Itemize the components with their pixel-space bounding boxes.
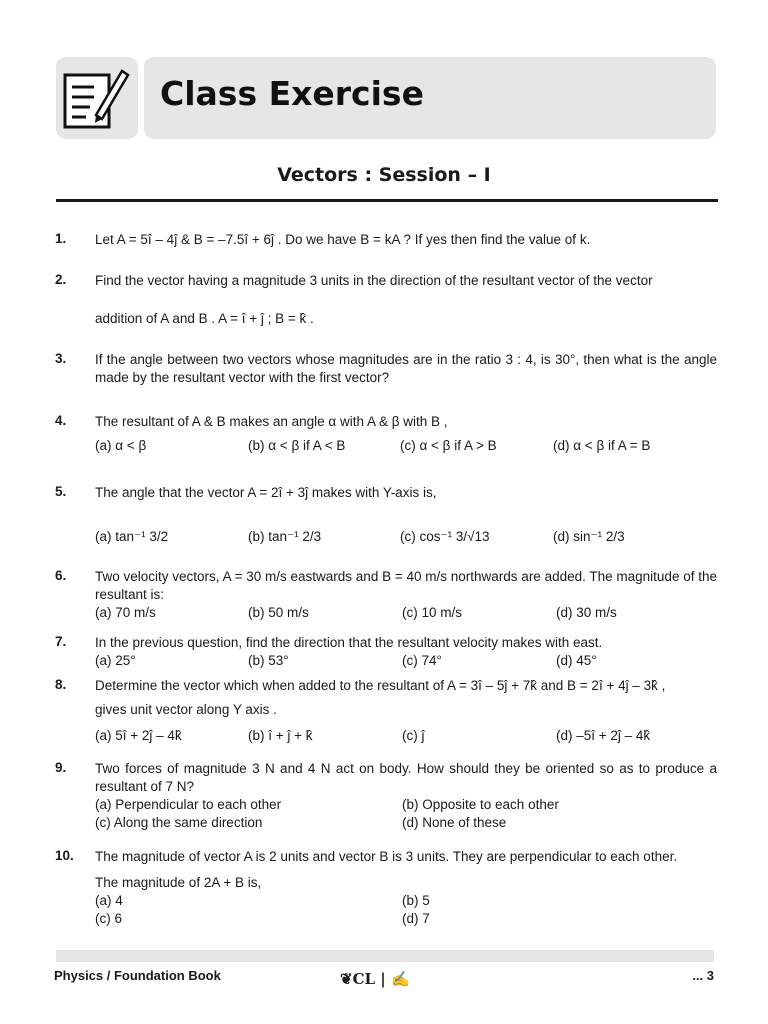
question-number: 8. [55,677,67,692]
question-4 [55,413,717,455]
option-c: (c) 6 [95,911,122,926]
option-b: (b) 53° [248,653,289,668]
question-text: The magnitude of vector A is 2 units and vector B is 3 units. They are perpendicular to each other. [95,849,678,864]
option-c: (c) ĵ [402,728,425,743]
question-number: 2. [55,272,67,287]
question-text: Determine the vector which when added to the resultant of A = 3î – 5ĵ + 7k̂ and B = 2î + 4ĵ – 3k̂ , [95,678,666,693]
option-a: (a) Perpendicular to each other [95,797,282,812]
question-7 [55,634,717,670]
question-5 [55,484,717,546]
header-icon-box [56,57,138,139]
question-3 [55,351,717,387]
option-d: (d) α < β if A = B [553,438,651,453]
question-number: 9. [55,760,67,775]
question-text-continued: gives unit vector along Y axis . [95,702,277,717]
question-number: 3. [55,351,67,366]
option-a: (a) 70 m/s [95,605,156,620]
option-c: (c) 10 m/s [402,605,463,620]
option-a: (a) tan⁻¹ 3/2 [95,529,169,544]
question-text: Find the vector having a magnitude 3 units in the direction of the resultant vector of the vector [95,273,653,288]
question-text-continued: The magnitude of 2A + B is, [95,875,262,890]
option-c: (c) cos⁻¹ 3/√13 [400,529,490,544]
option-d: (d) 30 m/s [556,605,617,620]
option-b: (b) α < β if A < B [248,438,346,453]
question-number: 10. [55,848,74,863]
option-b: (b) tan⁻¹ 2/3 [248,529,322,544]
logo-swirl-icon: ❦ [340,970,353,988]
question-1 [55,231,717,249]
option-d: (d) None of these [402,815,507,830]
option-c: (c) 74° [402,653,442,668]
question-number: 7. [55,634,67,649]
question-text: The angle that the vector A = 2î + 3ĵ makes with Y-axis is, [95,485,437,500]
question-number: 4. [55,413,67,428]
notepad-pencil-icon [56,57,138,139]
question-9 [55,760,717,832]
question-6 [55,568,717,622]
option-d: (d) 45° [556,653,597,668]
question-text: Two forces of magnitude 3 N and 4 N act on body. How should they be oriented so as to produce a resultant of 7 N? [95,761,717,794]
option-d: (d) 7 [402,911,430,926]
question-text: Let A = 5î – 4ĵ & B = –7.5î + 6ĵ . Do we have B = kA ? If yes then find the value of k. [95,232,591,247]
question-text-continued: addition of A and B . A = î + ĵ ; B = k̂ . [95,311,314,326]
question-text: In the previous question, find the direction that the resultant velocity makes with east. [95,635,603,650]
logo-mark-icon: ✍ [390,970,410,988]
option-d: (d) sin⁻¹ 2/3 [553,529,625,544]
option-d: (d) –5î + 2ĵ – 4k̂ [556,728,651,743]
footer-bar [56,950,714,962]
footer-book-title: Physics / Foundation Book [54,968,221,983]
session-subtitle: Vectors : Session – I [277,164,491,186]
question-2 [55,272,717,328]
page-title: Class Exercise [160,74,424,113]
logo-text: CL [352,970,376,988]
publisher-logo [340,970,410,988]
option-b: (b) î + ĵ + k̂ [248,728,313,743]
logo-divider: | [375,970,391,988]
option-c: (c) Along the same direction [95,815,263,830]
option-a: (a) 25° [95,653,136,668]
question-number: 1. [55,231,67,246]
title-divider [56,199,718,202]
option-a: (a) 5î + 2ĵ – 4k̂ [95,728,182,743]
question-text: Two velocity vectors, A = 30 m/s eastwards and B = 40 m/s northwards are added. The magnitude of the resultant is: [95,569,717,602]
page-number: ... 3 [692,968,714,983]
question-10 [55,848,717,928]
option-b: (b) 50 m/s [248,605,309,620]
option-a: (a) 4 [95,893,123,908]
option-c: (c) α < β if A > B [400,438,497,453]
option-b: (b) 5 [402,893,430,908]
question-8 [55,677,717,745]
question-number: 5. [55,484,67,499]
question-text: The resultant of A & B makes an angle α with A & β with B , [95,414,448,429]
question-text: If the angle between two vectors whose magnitudes are in the ratio 3 : 4, is 30°, then what is the angle made by the resultant vector with the first vector? [95,352,717,385]
option-b: (b) Opposite to each other [402,797,559,812]
question-number: 6. [55,568,67,583]
option-a: (a) α < β [95,438,147,453]
